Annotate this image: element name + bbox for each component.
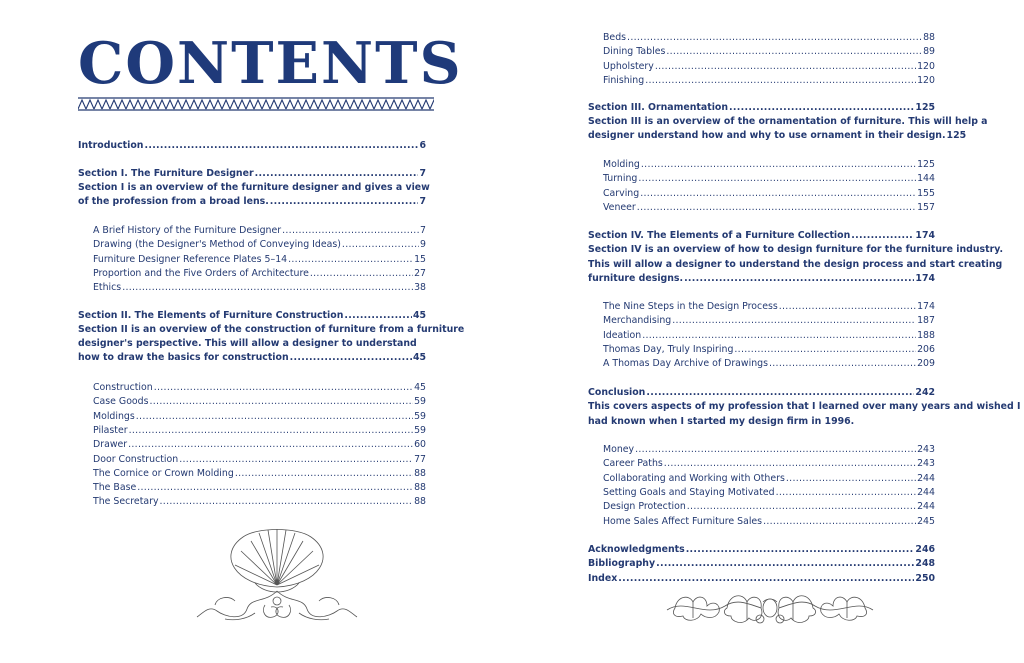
dot-leader (637, 172, 916, 186)
page-number: 7 (419, 168, 426, 179)
toc-entry-title: of the profession from a broad lens. (78, 196, 269, 207)
toc-entry-title: The Base (93, 482, 137, 494)
page-number: 27 (414, 267, 426, 279)
toc-entry-title: Bibliography (588, 558, 656, 570)
toc-entry-title: Case Goods (93, 396, 149, 408)
page-number: 244 (917, 472, 935, 484)
toc-entry-title: Career Paths (603, 458, 663, 470)
toc-entry-title: Section III. Ornamentation (588, 102, 729, 113)
toc-entry[interactable] (93, 238, 426, 252)
dot-leader (128, 424, 413, 438)
toc-entry-title: A Brief History of the Furniture Designer (93, 225, 282, 236)
toc-entry[interactable] (603, 74, 935, 88)
section-description-end[interactable] (78, 195, 426, 209)
toc-entry[interactable] (603, 357, 935, 371)
page-number: 120 (917, 74, 935, 86)
page-number: 15 (414, 253, 426, 265)
toc-entry-title: Design Protection (603, 501, 686, 513)
page-number: 246 (915, 544, 935, 555)
toc-entry[interactable] (93, 410, 426, 424)
dot-leader (775, 486, 917, 500)
toc-entry-title: Collaborating and Working with Others (603, 472, 785, 484)
toc-entry[interactable] (603, 201, 935, 215)
page-number: 245 (917, 515, 935, 527)
toc-entry-title: Money (603, 444, 635, 455)
page-number: 243 (917, 458, 935, 470)
page-number: 248 (915, 558, 935, 570)
page-number: 88 (923, 32, 935, 43)
page-number: 59 (414, 424, 426, 436)
page-number: 125 (946, 130, 967, 141)
toc-section-heading[interactable] (78, 309, 426, 323)
section-description: Section I is an overview of the furniture designer and gives a view (78, 182, 430, 193)
section-description: designer's perspective. This will allow a designer to understand (78, 338, 417, 349)
dot-leader (289, 351, 412, 365)
dot-leader (287, 253, 413, 267)
toc-entry-title: Pilaster (93, 424, 128, 436)
dot-leader (645, 386, 914, 400)
oak-leaf-ornament-icon (665, 588, 875, 628)
section-description: This covers aspects of my profession that I learned over many years and wished I (588, 401, 1021, 412)
toc-entry[interactable] (603, 172, 935, 186)
dot-leader (654, 60, 916, 74)
toc-entry-title: Molding (603, 159, 640, 170)
toc-entry-title: Veneer (603, 201, 636, 213)
page-number: 250 (915, 572, 935, 584)
toc-entry-title: Dining Tables (603, 46, 666, 58)
toc-entry-title: Drawer (93, 439, 128, 451)
page-number: 88 (414, 496, 426, 508)
dot-leader (683, 272, 914, 286)
dot-leader (136, 481, 413, 495)
toc-entry-title: designer understand how and why to use ornament in their design. (588, 130, 946, 141)
dot-leader (686, 500, 916, 514)
toc-entry[interactable] (603, 343, 935, 357)
toc-entry-title: Proportion and the Five Orders of Architecture (93, 267, 309, 279)
toc-entry-title: Carving (603, 187, 640, 199)
dot-leader (850, 229, 914, 243)
page-number: 7 (419, 196, 426, 207)
dot-leader (153, 381, 413, 395)
dot-leader (309, 267, 413, 281)
toc-introduction[interactable] (78, 139, 426, 153)
toc-entry[interactable] (93, 481, 426, 495)
toc-entry[interactable] (93, 224, 426, 238)
dot-leader (639, 187, 916, 201)
dot-leader (685, 543, 915, 557)
toc-entry-title: Section I. The Furniture Designer (78, 168, 254, 179)
page-number: 174 (915, 273, 935, 284)
dot-leader (665, 45, 922, 59)
dot-leader (733, 343, 916, 357)
dot-leader (121, 281, 413, 295)
dot-leader (778, 300, 916, 314)
page-number: 38 (414, 282, 426, 294)
toc-entry-title: Door Construction (93, 453, 179, 465)
toc-entry[interactable] (603, 457, 935, 471)
toc-entry-title: Upholstery (603, 60, 654, 72)
toc-section-heading[interactable] (588, 229, 935, 243)
toc-entry[interactable] (603, 500, 935, 514)
page-number: 242 (915, 387, 935, 398)
toc-entry[interactable] (603, 187, 935, 201)
section-description: had known when I started my design firm in 1996. (588, 416, 855, 427)
toc-entry-title: furniture designs. (588, 273, 684, 284)
dot-leader (641, 329, 916, 343)
greek-key-border (78, 97, 434, 111)
section-description-end[interactable] (78, 351, 426, 365)
dot-leader (234, 467, 413, 481)
shell-ornament-icon (195, 525, 360, 625)
toc-entry[interactable] (603, 300, 935, 314)
toc-entry[interactable] (93, 438, 426, 452)
dot-leader (768, 357, 916, 371)
page-number: 144 (917, 173, 935, 185)
page-number: 155 (917, 187, 935, 199)
dot-leader (269, 195, 419, 209)
toc-entry-title: Section IV. The Elements of a Furniture Collection (588, 230, 851, 241)
page-number: 6 (419, 140, 426, 151)
toc-entry-title: Ideation (603, 329, 642, 341)
section-description-end[interactable] (588, 272, 935, 286)
dot-leader (640, 158, 916, 172)
dot-leader (762, 515, 916, 529)
toc-entry-title: Conclusion (588, 387, 646, 398)
toc-entry[interactable] (603, 443, 935, 457)
toc-entry-title: Ethics (93, 282, 122, 294)
page-number: 187 (917, 315, 935, 327)
dot-leader (663, 457, 916, 471)
toc-section-heading[interactable] (78, 167, 426, 181)
page-number: 188 (917, 329, 935, 341)
page-number: 60 (414, 439, 426, 451)
toc-entry-title: Finishing (603, 74, 645, 86)
section-description: Section III is an overview of the ornamentation of furniture. This will help a (588, 116, 988, 127)
section-description-end[interactable] (588, 129, 967, 143)
greek-key-zigzag (78, 100, 434, 109)
page-number: 125 (917, 159, 935, 170)
page-number: 88 (414, 467, 426, 479)
toc-entry[interactable] (603, 314, 935, 328)
toc-entry-title: Index (588, 572, 618, 584)
dot-leader (636, 201, 916, 215)
dot-leader (143, 139, 418, 153)
toc-entry-title: Thomas Day, Truly Inspiring (603, 343, 734, 355)
toc-entry-title: The Secretary (93, 496, 159, 508)
page-number: 7 (420, 225, 426, 236)
toc-entry-title: Furniture Designer Reference Plates 5–14 (93, 253, 288, 265)
toc-entry[interactable] (603, 472, 935, 486)
toc-entry-title: Introduction (78, 140, 144, 151)
toc-entry-title: The Nine Steps in the Design Process (603, 301, 778, 312)
contents-title: CONTENTS (78, 30, 463, 97)
toc-entry-title: Drawing (the Designer's Method of Conveying Ideas) (93, 239, 341, 251)
toc-back-matter[interactable] (588, 557, 935, 571)
dot-leader (728, 101, 914, 115)
toc-entry-title: Moldings (93, 410, 135, 422)
toc-entry-title: Section II. The Elements of Furniture Construction (78, 310, 344, 321)
page-number: 244 (917, 486, 935, 498)
dot-leader (149, 395, 414, 409)
dot-leader (671, 314, 916, 328)
toc-entry[interactable] (603, 31, 935, 45)
toc-section-heading[interactable] (588, 101, 935, 115)
toc-conclusion[interactable] (588, 386, 935, 400)
toc-back-matter[interactable] (588, 543, 935, 557)
page-number: 206 (917, 343, 935, 355)
dot-leader (341, 238, 419, 252)
page-number: 157 (917, 201, 935, 213)
page-number: 45 (412, 310, 426, 321)
page-number: 77 (414, 453, 426, 465)
dot-leader (617, 572, 914, 586)
section-description: This will allow a designer to understand the design process and start creating (588, 259, 1003, 270)
toc-entry-title: The Cornice or Crown Molding (93, 467, 234, 479)
toc-entry-title: Setting Goals and Staying Motivated (603, 486, 775, 498)
dot-leader (159, 495, 414, 509)
page-number: 174 (915, 230, 935, 241)
toc-entry[interactable] (93, 424, 426, 438)
dot-leader (135, 410, 413, 424)
toc-entry-title: A Thomas Day Archive of Drawings (603, 358, 768, 370)
toc-entry[interactable] (603, 486, 935, 500)
toc-entry[interactable] (603, 329, 935, 343)
toc-entry[interactable] (93, 253, 426, 267)
toc-entry[interactable] (603, 45, 935, 59)
dot-leader (785, 472, 916, 486)
toc-entry[interactable] (603, 515, 935, 529)
dot-leader (178, 453, 413, 467)
page-number: 59 (414, 410, 426, 422)
page-number: 45 (412, 352, 426, 363)
toc-entry[interactable] (93, 381, 426, 395)
toc-entry-title: how to draw the basics for construction (78, 352, 289, 363)
page-number: 88 (414, 482, 426, 494)
toc-entry-title: Acknowledgments (588, 544, 685, 555)
toc-entry-title: Home Sales Affect Furniture Sales (603, 515, 763, 527)
toc-entry-title: Merchandising (603, 315, 672, 327)
dot-leader (655, 557, 914, 571)
toc-entry[interactable] (603, 158, 935, 172)
toc-entry[interactable] (93, 267, 426, 281)
section-description: Section IV is an overview of how to design furniture for the furniture industry. (588, 244, 1004, 255)
page-number: 45 (414, 382, 426, 393)
page-number: 59 (414, 396, 426, 408)
dot-leader (343, 309, 412, 323)
page-number: 9 (420, 239, 426, 251)
toc-entry[interactable] (93, 453, 426, 467)
page-number: 89 (923, 46, 935, 58)
dot-leader (254, 167, 419, 181)
toc-entry-title: Construction (93, 382, 153, 393)
dot-leader (127, 438, 413, 452)
page-number: 120 (917, 60, 935, 72)
dot-leader (634, 443, 916, 457)
page-number: 174 (917, 301, 935, 312)
dot-leader (281, 224, 419, 238)
page-number: 244 (917, 501, 935, 513)
toc-entry[interactable] (93, 281, 426, 295)
toc-entry-title: Beds (603, 32, 627, 43)
dot-leader (626, 31, 922, 45)
toc-entry-title: Turning (603, 173, 638, 185)
dot-leader (644, 74, 916, 88)
toc-back-matter[interactable] (588, 572, 935, 586)
toc-entry[interactable] (93, 467, 426, 481)
page-number: 243 (917, 444, 935, 455)
section-description: Section II is an overview of the construction of furniture from a furniture (78, 324, 465, 335)
toc-entry[interactable] (93, 395, 426, 409)
page-number: 209 (917, 358, 935, 370)
toc-entry[interactable] (603, 60, 935, 74)
toc-entry[interactable] (93, 495, 426, 509)
page-number: 125 (915, 102, 935, 113)
